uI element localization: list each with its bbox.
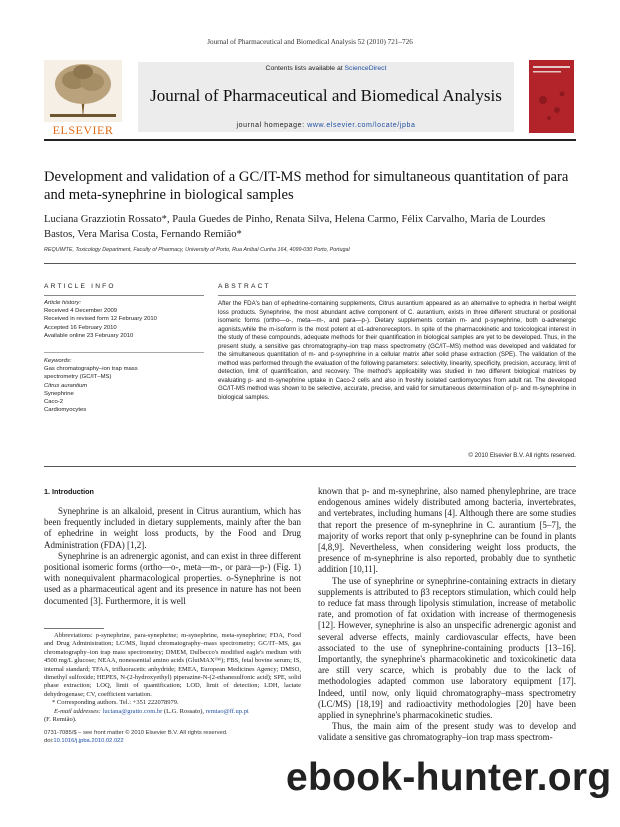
history-item: Available online 23 February 2010 xyxy=(44,332,134,339)
email-owner: (L.G. Rossato), xyxy=(162,707,206,715)
article-title: Development and validation of a GC/IT-MS method for simultaneous quantitation of para and meta-synephrine in biological samples xyxy=(44,169,569,203)
journal-homepage xyxy=(138,122,514,129)
contents-prefix: Contents lists available at xyxy=(265,65,345,72)
history-item: Received 4 December 2009 xyxy=(44,308,118,315)
doi-line xyxy=(44,737,314,745)
body-paragraph: Synephrine is an alkaloid, present in Citrus aurantium, which has been frequently included in dietary supplements, mainly after the ban of ephedrine in weight loss products, by the Food and Drug Administration (FDA) [1,2]. xyxy=(44,506,301,550)
running-head: Journal of Pharmaceutical and Biomedical Analysis 52 (2010) 721–726 xyxy=(207,38,413,46)
body-paragraph: Thus, the main aim of the present study was to develop and validate a sensitive gas chromatography–ion trap mass spectrom- xyxy=(318,721,576,743)
keyword-item: Citrus aurantium xyxy=(44,382,88,389)
footnote-rule xyxy=(44,628,104,629)
abstract-bottom-rule xyxy=(44,466,576,467)
corresponding-author-footnote: * Corresponding authors. Tel.: +351 222078979. xyxy=(52,699,179,707)
front-matter-line xyxy=(44,729,314,745)
history-item: Received in revised form 12 February 2010 xyxy=(44,316,157,323)
body-paragraph: known that p- and m-synephrine, also named phenylephrine, are trace endogenous amines widely distributed among bacteria, invertebrates, and vertebrates, including humans [4]. Although there are some studies that report the presence of m-synephrine in C. aurantium [5–7], the majority of works report that only p-synephrine can be found in plants [4,8,9]. Nevertheless, when considering weight loss products, the presence of m-synephrine is also reported, probably due to synthetic addition [10,11]. xyxy=(318,486,576,575)
keyword-item: Synephrine xyxy=(44,390,74,397)
author-list: Luciana Grazziotin Rossato*, Paula Guedes de Pinho, Renata Silva, Helena Carmo, Félix Carvalho, Maria de Lourdes Bastos, Vera Marisa Costa, Fernando Remião* xyxy=(44,214,546,240)
history-item: Accepted 16 February 2010 xyxy=(44,324,117,331)
header-rule xyxy=(44,139,576,141)
keywords-block xyxy=(44,357,204,414)
keyword-item: Gas chromatography–ion trap mass xyxy=(44,366,138,373)
section-rule xyxy=(44,263,576,264)
keywords-label: Keywords: xyxy=(44,358,72,364)
keywords-rule xyxy=(44,352,204,353)
article-history xyxy=(44,299,204,340)
homepage-prefix: journal homepage: xyxy=(236,122,308,129)
email-footnote xyxy=(44,708,301,716)
abstract-heading: ABSTRACT xyxy=(218,283,271,290)
affiliation: REQUIMTE, Toxicology Department, Faculty of Pharmacy, University of Porto, Rua Aníbal Cunha 164, 4099-030 Porto, Portugal xyxy=(44,247,350,253)
article-info-heading: ARTICLE INFO xyxy=(44,283,116,290)
contents-line xyxy=(138,65,514,72)
abstract-rule xyxy=(218,295,576,296)
watermark: ebook-hunter.org xyxy=(286,756,612,799)
body-paragraph: The use of synephrine or synephrine-containing extracts in dietary supplements is attributed to β3 receptors stimulation, which could help to reduce fat mass through lipolysis stimulation, increase of metabolic rate, and promotion of fat oxidation with increase of thermogenesis [12]. However, synephrine is also an unspecific adrenergic agonist and several adverse effects, mainly cardiovascular effects, have been associated to the use of synephrine-containing products [13–16]. Importantly, the synephrine's pharmacokinetic and toxicokinetic data are still very scarce, which is probably due to the lack of methodologies adapted common use laboratory equipment [17]. Indeed, until now, only liquid chromatography–mass spectrometry (LC/MS) [18,19] and radioactivity methodologies [20] have been applied in synephrine's pharmacokinetic studies. xyxy=(318,575,576,721)
issn-line: 0731-7085/$ – see front matter © 2010 Elsevier B.V. All rights reserved. xyxy=(44,730,228,736)
journal-cover-thumbnail xyxy=(529,60,574,133)
publisher-name: ELSEVIER xyxy=(52,123,114,137)
homepage-link[interactable]: www.elsevier.com/locate/jpba xyxy=(307,122,416,129)
sciencedirect-link[interactable]: ScienceDirect xyxy=(344,65,387,72)
abstract-text: After the FDA's ban of ephedrine-containing supplements, Citrus aurantium appeared as an alternative to ephedra in herbal weight loss products. Synephrine, the most abundant active component of C. aurantium, exists in three different structural or positional isomeric forms (ortho—o-, meta—m-, and para—p-). Dietary supplements contain m- and p-synephrine, both α-adrenergic agonists,while the m-isoform is the most potent at α1-adrenoreceptors. In spite of the pharmacokinetic and toxicological interest in the study of these compounds, adequate methods for their quantification in biological samples are yet to be developed. Thus, in the present study, a sensitive gas chromatography–ion trap mass spectrometry (GC/IT–MS) method was developed and validated for the simultaneous quantitation of m- and p-synephrine in a cellular matrix after solid phase extraction (SPE). The validation of the method was performed through the evaluation of the following parameters: selectivity, linearity, specificity, precision, accuracy, limit of detection, limit of quantification, and recovery. The method's applicability was studied in two different biological matrices by evaluating p- and m-synephrine uptake in Caco-2 cells and also in freshly isolated cardiomyocytes from adult rat. The developed GC/IT-MS method was shown to be selective, accurate, precise, and valid for simultaneous determination of p- and m-synephrine in biological samples. xyxy=(218,300,576,401)
journal-title: Journal of Pharmaceutical and Biomedical Analysis xyxy=(150,86,502,105)
keyword-item: Caco-2 xyxy=(44,399,63,406)
footnotes xyxy=(44,632,301,724)
article-info-rule xyxy=(44,295,204,296)
body-paragraph: Synephrine is an adrenergic agonist, and can exist in three different positional isomeric forms (ortho—o-, meta—m-, or para—p-) (Fig. 1) with nonequivalent pharmacological properties. o-Synephrine is not used as a pharmaceutical agent and its presence in nature has not been documented [3]. Furthermore, it is well xyxy=(44,550,301,606)
email-link[interactable]: remiao@ff.up.pt xyxy=(205,707,249,715)
body-column-left xyxy=(44,506,301,607)
email-prefix: E-mail addresses: xyxy=(54,707,103,715)
email-link[interactable]: luciana@gratto.com.br xyxy=(102,707,163,715)
abbreviations-footnote: Abbreviations: p-synephrine, para-synephrine; m-synephrine, meta-synephrine; FDA, Food and Drug Administration; LC/MS, liquid chromatography–mass spectrometry; GC/IT–MS, gas chromatography–ion trap mass spectrometry; DMEM, Dulbecco's modified eagle's medium with 4500 mg/L glucose; NEAA, nonessential amino acids (GlutMAX™); FBS, fetal bovine serum; IS, internal standard; TFAA, trifluoracetic anhydride; EMEA, European Medicines Agency; DMSO, dimethyl sulfoxide; HEPES, N-(2-hydroxyethyl) piperazine-N-(2-ethanesulfonic acid); SPE, solid phase extraction; LOQ, limit of quantification; LOD, limit of detection; LDH, lactate dehydrogenase; CV, coefficient variation. xyxy=(44,632,301,698)
keyword-item: spectrometry (GC/IT–MS) xyxy=(44,374,112,381)
keyword-item: Cardiomyocytes xyxy=(44,407,87,414)
email-owner: (F. Remião). xyxy=(44,716,77,724)
doi-link[interactable]: 10.1016/j.jpba.2010.02.022 xyxy=(53,738,124,744)
doi-prefix: doi: xyxy=(44,738,54,744)
history-label: Article history: xyxy=(44,300,81,306)
section-heading-introduction: 1. Introduction xyxy=(44,487,94,496)
copyright-notice: © 2010 Elsevier B.V. All rights reserved. xyxy=(468,452,576,459)
body-column-right xyxy=(318,486,576,744)
